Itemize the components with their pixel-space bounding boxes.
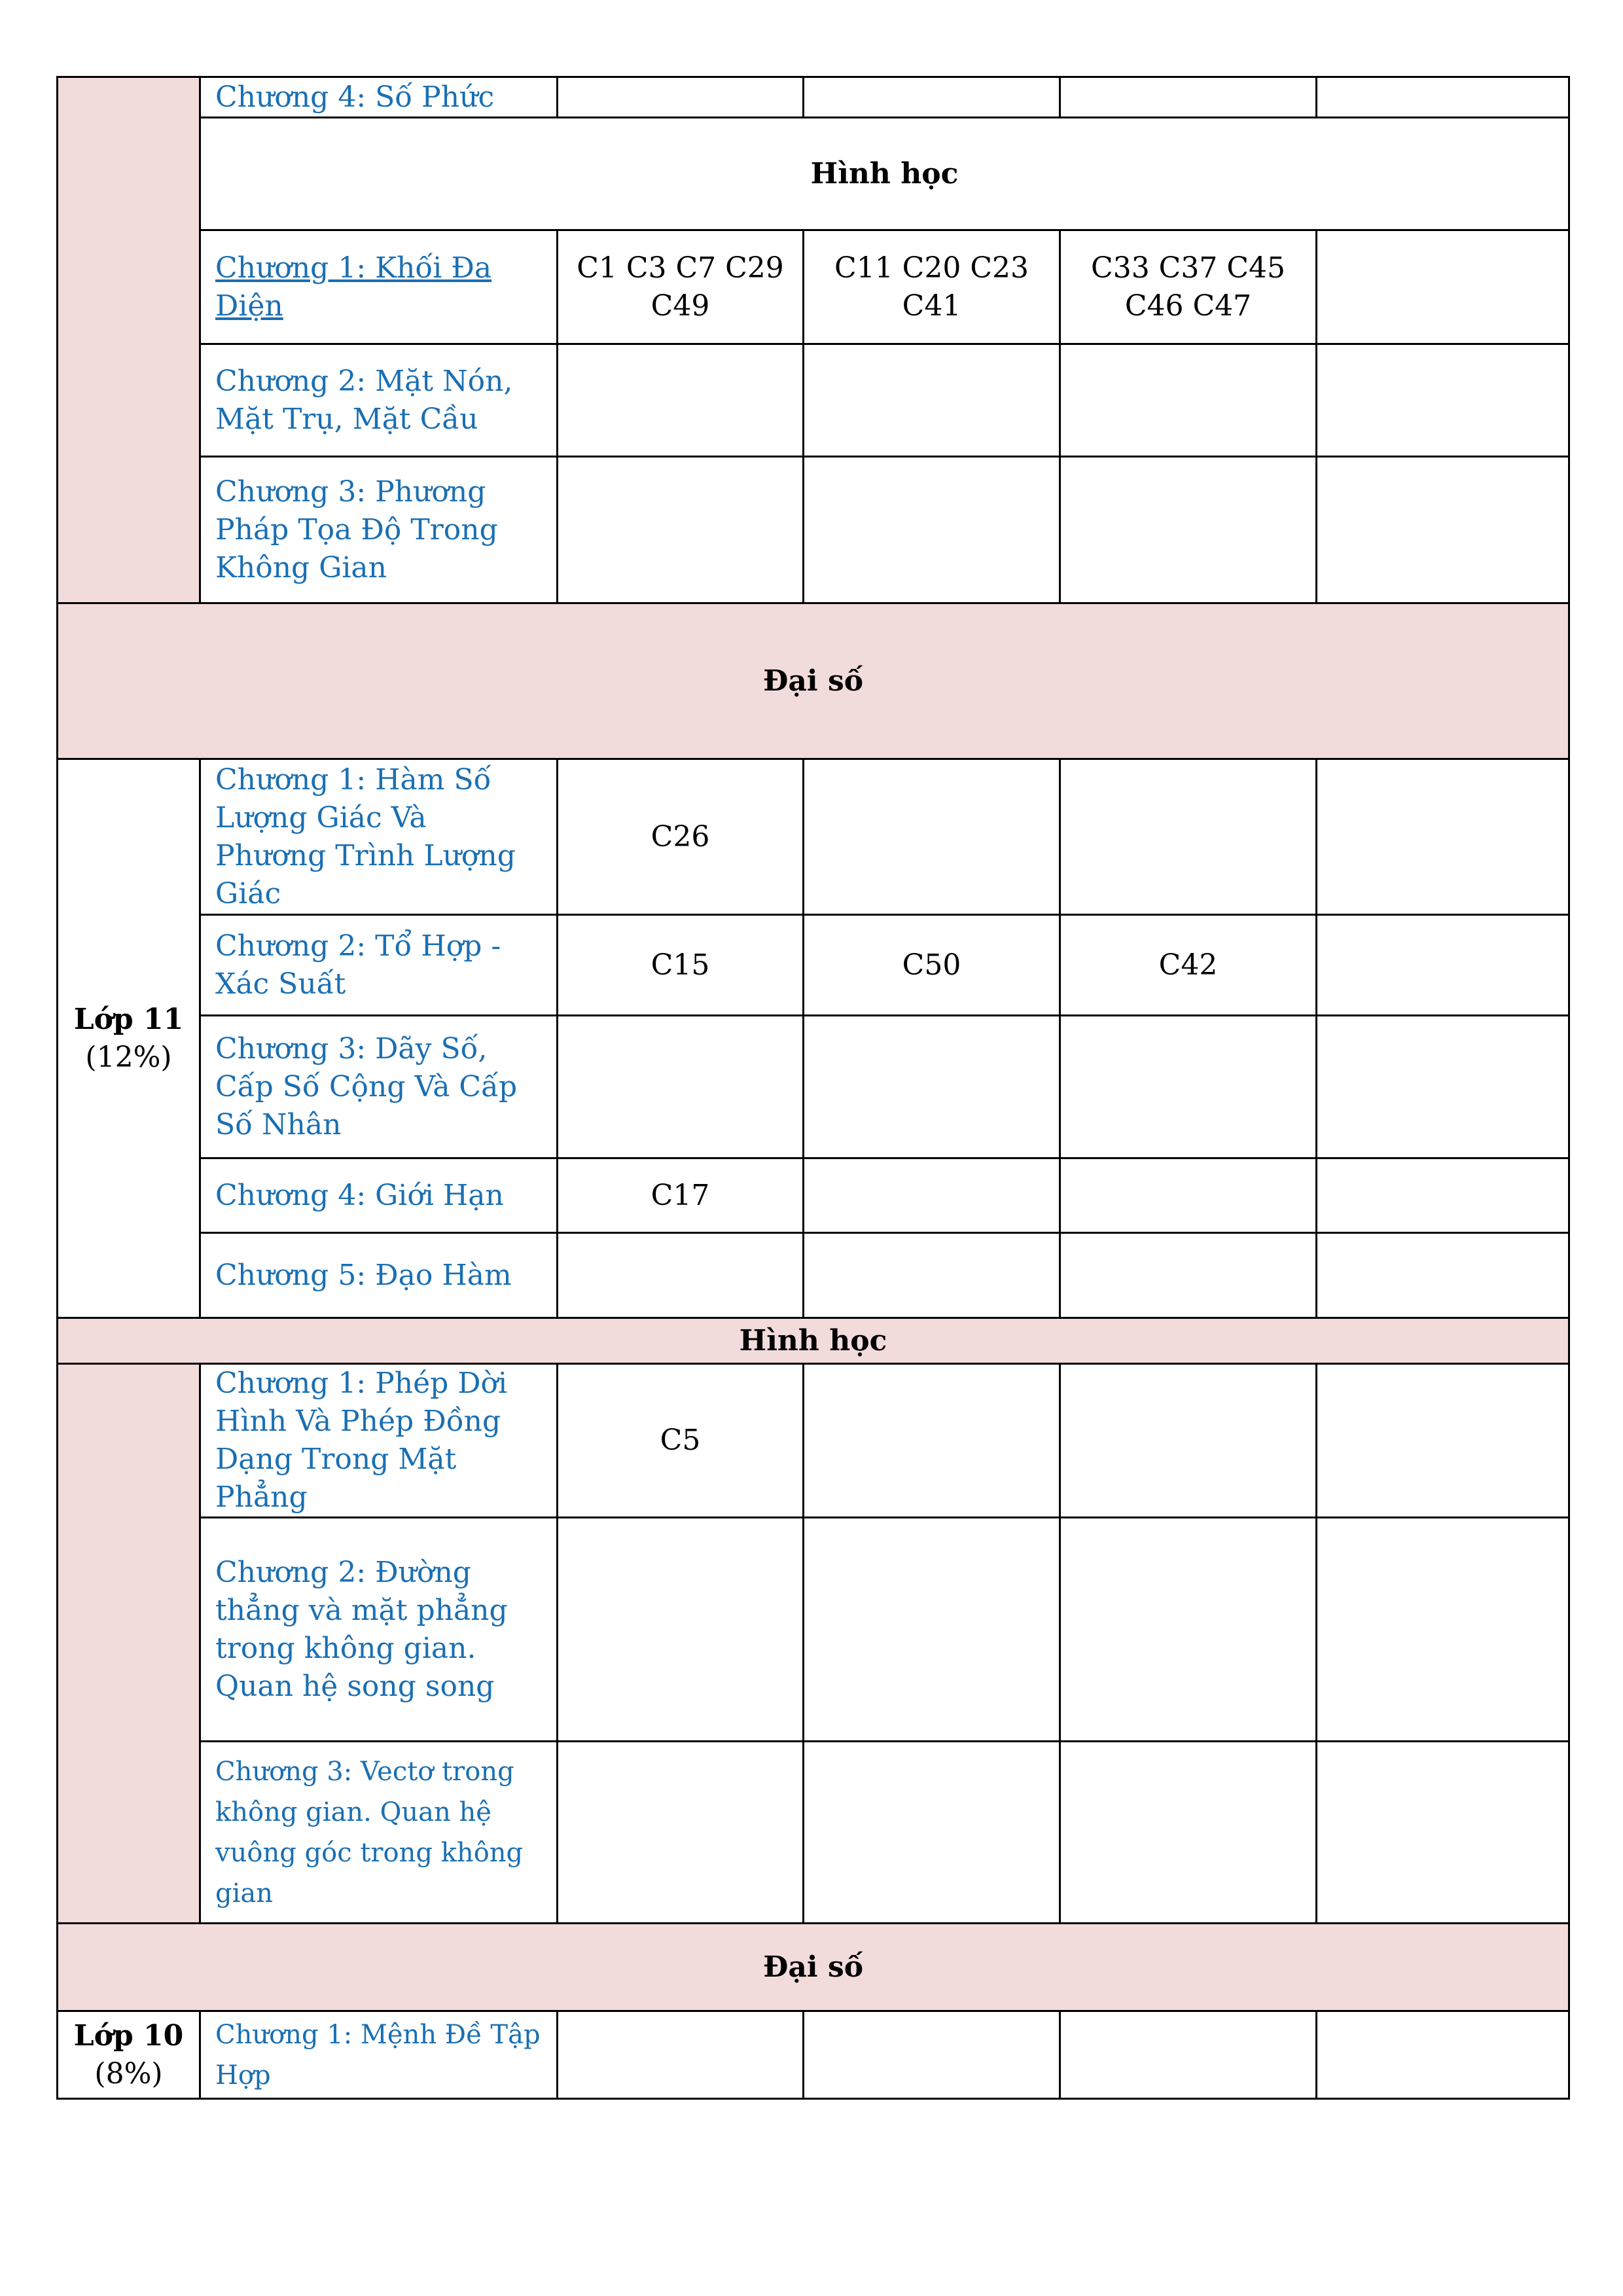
grade-cell-lop11-hinh bbox=[58, 1364, 200, 1924]
level-4-cell bbox=[1317, 344, 1569, 457]
level-4-cell bbox=[1317, 1518, 1569, 1742]
section-row bbox=[58, 1318, 1569, 1364]
chapter-cell: Chương 2: Đường thẳng và mặt phẳng trong không gian. Quan hệ song song bbox=[200, 1518, 558, 1742]
level-3-cell bbox=[1060, 1233, 1317, 1318]
chapter-cell: Chương 1: Mệnh Đề Tập Hợp bbox=[200, 2011, 558, 2099]
level-2-cell bbox=[804, 1233, 1060, 1318]
level-1-cell bbox=[558, 344, 804, 457]
level-1-cell bbox=[558, 1233, 804, 1318]
level-3-cell bbox=[1060, 1742, 1317, 1924]
level-3-cell bbox=[1060, 1364, 1317, 1518]
table-row bbox=[58, 230, 1569, 344]
level-4-cell bbox=[1317, 1364, 1569, 1518]
level-1-cell: C15 bbox=[558, 915, 804, 1016]
level-3-cell bbox=[1060, 1158, 1317, 1233]
level-1-cell bbox=[558, 1742, 804, 1924]
level-3-cell bbox=[1060, 759, 1317, 915]
level-2-cell bbox=[804, 2011, 1060, 2099]
level-1-cell bbox=[558, 77, 804, 118]
level-4-cell bbox=[1317, 1233, 1569, 1318]
section-title-dai-so: Đại số bbox=[58, 1924, 1569, 2011]
table-row bbox=[58, 1364, 1569, 1518]
level-3-cell bbox=[1060, 1016, 1317, 1158]
chapter-cell: Chương 1: Hàm Số Lượng Giác Và Phương Trình Lượng Giác bbox=[200, 759, 558, 915]
table-row bbox=[58, 344, 1569, 457]
grade-percent: (12%) bbox=[85, 1040, 172, 1074]
section-title-hinh-hoc: Hình học bbox=[200, 118, 1569, 230]
chapter-cell: Chương 3: Dãy Số, Cấp Số Cộng Và Cấp Số Nhân bbox=[200, 1016, 558, 1158]
chapter-cell: Chương 2: Mặt Nón, Mặt Trụ, Mặt Cầu bbox=[200, 344, 558, 457]
level-1-cell: C5 bbox=[558, 1364, 804, 1518]
section-title-hinh-hoc: Hình học bbox=[58, 1318, 1569, 1364]
level-2-cell bbox=[804, 1518, 1060, 1742]
chapter-cell: Chương 3: Vectơ trong không gian. Quan hệ vuông góc trong không gian bbox=[200, 1742, 558, 1924]
level-3-cell bbox=[1060, 457, 1317, 603]
level-4-cell bbox=[1317, 457, 1569, 603]
level-2-cell bbox=[804, 1158, 1060, 1233]
level-4-cell bbox=[1317, 2011, 1569, 2099]
table-row bbox=[58, 1158, 1569, 1233]
grade-cell-lop12 bbox=[58, 77, 200, 603]
level-4-cell bbox=[1317, 1158, 1569, 1233]
table-row bbox=[58, 77, 1569, 118]
table-row bbox=[58, 1016, 1569, 1158]
grade-name: Lớp 10 bbox=[73, 2018, 184, 2053]
level-3-cell: C33 C37 C45 C46 C47 bbox=[1060, 230, 1317, 344]
chapter-cell: Chương 5: Đạo Hàm bbox=[200, 1233, 558, 1318]
table-row bbox=[58, 1233, 1569, 1318]
section-row bbox=[58, 1924, 1569, 2011]
level-3-cell bbox=[1060, 77, 1317, 118]
level-4-cell bbox=[1317, 1742, 1569, 1924]
chapter-cell: Chương 4: Số Phức bbox=[200, 77, 558, 118]
grade-cell-lop11 bbox=[58, 759, 200, 1318]
level-2-cell bbox=[804, 759, 1060, 915]
level-1-cell bbox=[558, 2011, 804, 2099]
level-1-cell bbox=[558, 1518, 804, 1742]
level-1-cell: C17 bbox=[558, 1158, 804, 1233]
grade-name: Lớp 11 bbox=[73, 1002, 184, 1036]
grade-percent: (8%) bbox=[94, 2056, 163, 2090]
chapter-cell: Chương 4: Giới Hạn bbox=[200, 1158, 558, 1233]
table-row bbox=[58, 457, 1569, 603]
level-3-cell bbox=[1060, 2011, 1317, 2099]
level-2-cell: C11 C20 C23 C41 bbox=[804, 230, 1060, 344]
level-2-cell bbox=[804, 1742, 1060, 1924]
table-row bbox=[58, 1518, 1569, 1742]
level-2-cell bbox=[804, 457, 1060, 603]
table-row bbox=[58, 2011, 1569, 2099]
chapter-cell: Chương 3: Phương Pháp Tọa Độ Trong Không Gian bbox=[200, 457, 558, 603]
level-2-cell bbox=[804, 344, 1060, 457]
level-2-cell bbox=[804, 77, 1060, 118]
grade-cell-lop10 bbox=[58, 2011, 200, 2099]
level-1-cell bbox=[558, 457, 804, 603]
level-2-cell: C50 bbox=[804, 915, 1060, 1016]
chapter-cell: Chương 1: Phép Dời Hình Và Phép Đồng Dạng Trong Mặt Phẳng bbox=[200, 1364, 558, 1518]
level-3-cell: C42 bbox=[1060, 915, 1317, 1016]
table-row bbox=[58, 759, 1569, 915]
level-4-cell bbox=[1317, 230, 1569, 344]
level-2-cell bbox=[804, 1364, 1060, 1518]
section-title-dai-so: Đại số bbox=[58, 603, 1569, 759]
level-4-cell bbox=[1317, 759, 1569, 915]
section-row bbox=[58, 118, 1569, 230]
chapter-cell: Chương 2: Tổ Hợp - Xác Suất bbox=[200, 915, 558, 1016]
table-row bbox=[58, 1742, 1569, 1924]
table-row bbox=[58, 915, 1569, 1016]
level-1-cell bbox=[558, 1016, 804, 1158]
level-1-cell: C1 C3 C7 C29 C49 bbox=[558, 230, 804, 344]
section-row bbox=[58, 603, 1569, 759]
level-4-cell bbox=[1317, 1016, 1569, 1158]
chapter-cell[interactable]: Chương 1: Khối Đa Diện bbox=[200, 230, 558, 344]
level-4-cell bbox=[1317, 915, 1569, 1016]
level-3-cell bbox=[1060, 1518, 1317, 1742]
level-1-cell: C26 bbox=[558, 759, 804, 915]
level-4-cell bbox=[1317, 77, 1569, 118]
level-3-cell bbox=[1060, 344, 1317, 457]
question-matrix-table bbox=[56, 76, 1570, 2100]
level-2-cell bbox=[804, 1016, 1060, 1158]
